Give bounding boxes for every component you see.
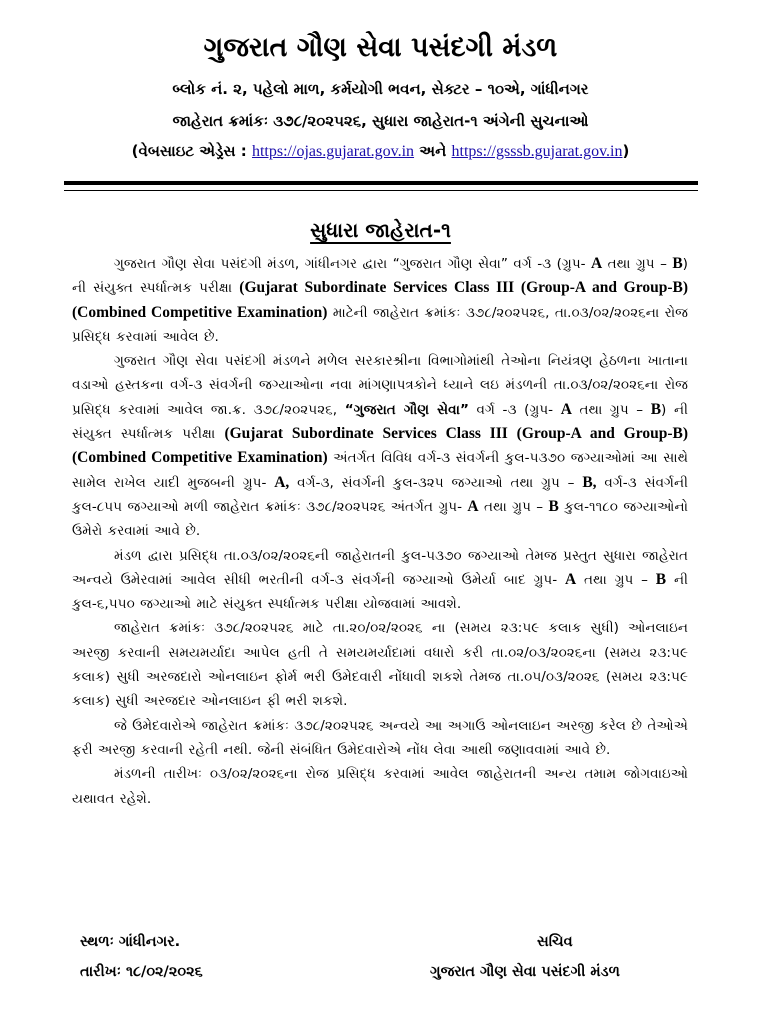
p3-text-3: ની કુલ-૬,૫૫૦ જગ્યાઓ માટે સંયુક્ત સ્પર્ધાત્મક પરીક્ષા યોજવામાં આવશે. bbox=[72, 571, 688, 613]
p1-text-1: ગુજરાત ગૌણ સેવા પસંદગી મંડળ, ગાંધીનગર દ્વારા “ગુજરાત ગૌણ સેવા” વર્ગ -૩ (ગ્રુપ- bbox=[114, 256, 592, 272]
p2-text-1: ગુજરાત ગૌણ સેવા પસંદગી મંડળને મળેલ સરકારશ્રીના વિભાગોમાંથી તેઓના નિયંત્રણ હેઠળના ખાતાના વડાઓ હસ્તકના વર્ગ-૩ સંવર્ગની જગ્યાઓના નવા માંગણાપત્રકોને ધ્યાને લઇ મંડળની તા.૦૩/૦૨/૨૦૨૬ના રોજ પ્રસિદ્ધ કરવામાં આવેલ જા.ક્ર. ૩૭૮/૨૦૨૫૨૬, bbox=[72, 353, 688, 418]
p2-text-2: વર્ગ -૩ (ગ્રુપ- bbox=[468, 401, 561, 418]
org-name-heading: ગુજરાત ગૌણ સેવા પસંદગી મંડળ bbox=[203, 32, 558, 63]
p2-text-7: વર્ગ-૩ સંવર્ગની કુલ-૮૫૫ જગ્યાઓ મળી જાહેરાત ક્રમાંકઃ ૩૭૮/૨૦૨૫૨૬ અંતર્ગત ગ્રુપ- bbox=[72, 474, 688, 515]
website-close: ) bbox=[622, 142, 630, 160]
place-label: સ્થળઃ ગાંધીનગર. bbox=[80, 934, 181, 950]
p1-text-3: ) ની સંયુક્ત સ્પર્ધાત્મક પરીક્ષા bbox=[72, 256, 688, 297]
paragraph-5: જે ઉમેદવારોએ જાહેરાત ક્રમાંકઃ ૩૭૮/૨૦૨૫૨૬ અન્વયે આ અગાઉ ઓનલાઇન અરજી કરેલ છે તેઓએ ફરી અરજી કરવાની રહેતી નથી. જેની સંબંધિત ઉમેદવારોએ નોંધ લેવા આથી જણાવવામાં આવે છે. bbox=[72, 717, 688, 758]
p2-text-8: તથા ગ્રુપ – bbox=[478, 498, 549, 515]
p3-text-2: તથા ગ્રુપ – bbox=[576, 571, 656, 588]
p2-text-9: કુલ-૧૧૮૦ જગ્યાઓનો ઉમેરો કરવામાં આવે છે. bbox=[72, 498, 688, 540]
p2-group-b: B bbox=[650, 400, 662, 418]
paragraph-4: જાહેરાત ક્રમાંકઃ ૩૭૮/૨૦૨૫૨૬ માટે તા.૨૦/૦૨/૨૦૨૬ ના (સમય ૨૩:૫૯ કલાક સુધી) ઓનલાઇન અરજી કરવાની સમયમર્યાદા આપેલ હતી તે સમયમર્યાદામાં વધારો કરી તા.૦૨/૦૩/૨૦૨૬ના (સમય ૨૩:૫૯ કલાક) સુધી અરજદારો ઓનલાઇન ફોર્મ ભરી ઉમેદવારી નોંધાવી શકશે તેમજ તા.૦૫/૦૩/૨૦૨૬ (સમય ૨૩:૫૯ કલાક) સુધી અરજદાર ઓનલાઇન ફી ભરી શકશે. bbox=[72, 620, 688, 710]
ojas-website-link[interactable]: https://ojas.gujarat.gov.in bbox=[251, 143, 415, 160]
paragraph-2 bbox=[72, 349, 688, 543]
p2-group-b-2: B, bbox=[582, 473, 597, 491]
website-line bbox=[0, 140, 761, 163]
p1-exam-name: (Gujarat Subordinate Services Class III (Group-A and Group-B) (Combined Competitive Examination) bbox=[72, 279, 688, 321]
p2-text-4: ) ની સંયુક્ત સ્પર્ધાત્મક પરીક્ષા bbox=[72, 401, 688, 443]
p2-group-a-3: A bbox=[467, 497, 479, 515]
header-divider-thick bbox=[64, 181, 698, 185]
p2-service-name: “ગુજરાત ગૌણ સેવા” bbox=[344, 401, 469, 418]
p3-group-a: A bbox=[564, 570, 577, 588]
website-label: (વેબસાઇટ એડ્રેસ : bbox=[131, 142, 247, 160]
paragraph-1 bbox=[72, 252, 688, 349]
notice-body bbox=[72, 252, 688, 811]
notice-subject-line: જાહેરાત ક્રમાંકઃ ૩૭૮/૨૦૨૫૨૬, સુધારા જાહેરાત-૧ અંગેની સુચનાઓ bbox=[172, 112, 589, 130]
p2-text-5: અંતર્ગત વિવિધ વર્ગ-૩ સંવર્ગની કુલ-૫૩૭૦ જગ્યાઓમાં આ સાથે સામેલ રાખેલ યાદી મુજબની ગ્રુપ- bbox=[72, 450, 688, 491]
gsssb-website-link[interactable]: https://gsssb.gujarat.gov.in bbox=[451, 143, 623, 160]
p2-group-a-2: A, bbox=[274, 473, 290, 491]
p2-exam-name: (Gujarat Subordinate Services Class III (Group-A and Group-B) (Combined Competitive Examination) bbox=[72, 425, 688, 467]
document-title bbox=[0, 216, 761, 244]
org-address: બ્લોક નં. ૨, પહેલો માળ, કર્મયોગી ભવન, સેક્ટર – ૧૦એ, ગાંધીનગર bbox=[172, 80, 589, 98]
p2-text-6: વર્ગ-૩, સંવર્ગની કુલ-૩૨૫ જગ્યાઓ તથા ગ્રુપ – bbox=[289, 474, 583, 491]
p2-group-a: A bbox=[560, 400, 572, 418]
p2-text-3: તથા ગ્રુપ – bbox=[571, 401, 651, 418]
p1-text-2: તથા ગ્રુપ – bbox=[602, 256, 673, 272]
website-and: અને bbox=[419, 142, 447, 160]
p3-group-b: B bbox=[655, 570, 667, 588]
document-title-text: સુધારા જાહેરાત-૧ bbox=[310, 218, 451, 242]
p1-group-b: B bbox=[672, 255, 683, 272]
p1-group-a: A bbox=[591, 255, 603, 272]
paragraph-3 bbox=[72, 544, 688, 617]
p3-text-1: મંડળ દ્વારા પ્રસિદ્ધ તા.૦૩/૦૨/૨૦૨૬ની જાહેરાતની કુલ-૫૩૭૦ જગ્યાઓ તેમજ પ્રસ્તુત સુધારા જાહેરાત અન્વયે ઉમેરવામાં આવેલ સીધી ભરતીની વર્ગ-૩ સંવર્ગની જગ્યાઓ ઉમેર્યા બાદ ગ્રુપ- bbox=[72, 547, 688, 588]
header-divider-thin bbox=[64, 190, 698, 191]
signatory-title: સચિવ bbox=[537, 934, 573, 950]
paragraph-6: મંડળની તારીખઃ ૦૩/૦૨/૨૦૨૬ના રોજ પ્રસિદ્ધ કરવામાં આવેલ જાહેરાતની અન્ય તમામ જોગવાઇઓ યથાવત રહેશે. bbox=[72, 766, 688, 807]
signatory-organization: ગુજરાત ગૌણ સેવા પસંદગી મંડળ bbox=[430, 964, 620, 980]
p2-group-b-3: B bbox=[548, 497, 559, 515]
p1-text-4: માટેની જાહેરાત ક્રમાંકઃ ૩૭૮/૨૦૨૫૨૬, તા.૦૩/૦૨/૨૦૨૬ના રોજ પ્રસિદ્ધ કરવામાં આવેલ છે. bbox=[72, 304, 688, 345]
date-label: તારીખઃ ૧૮/૦૨/૨૦૨૬ bbox=[80, 964, 203, 980]
